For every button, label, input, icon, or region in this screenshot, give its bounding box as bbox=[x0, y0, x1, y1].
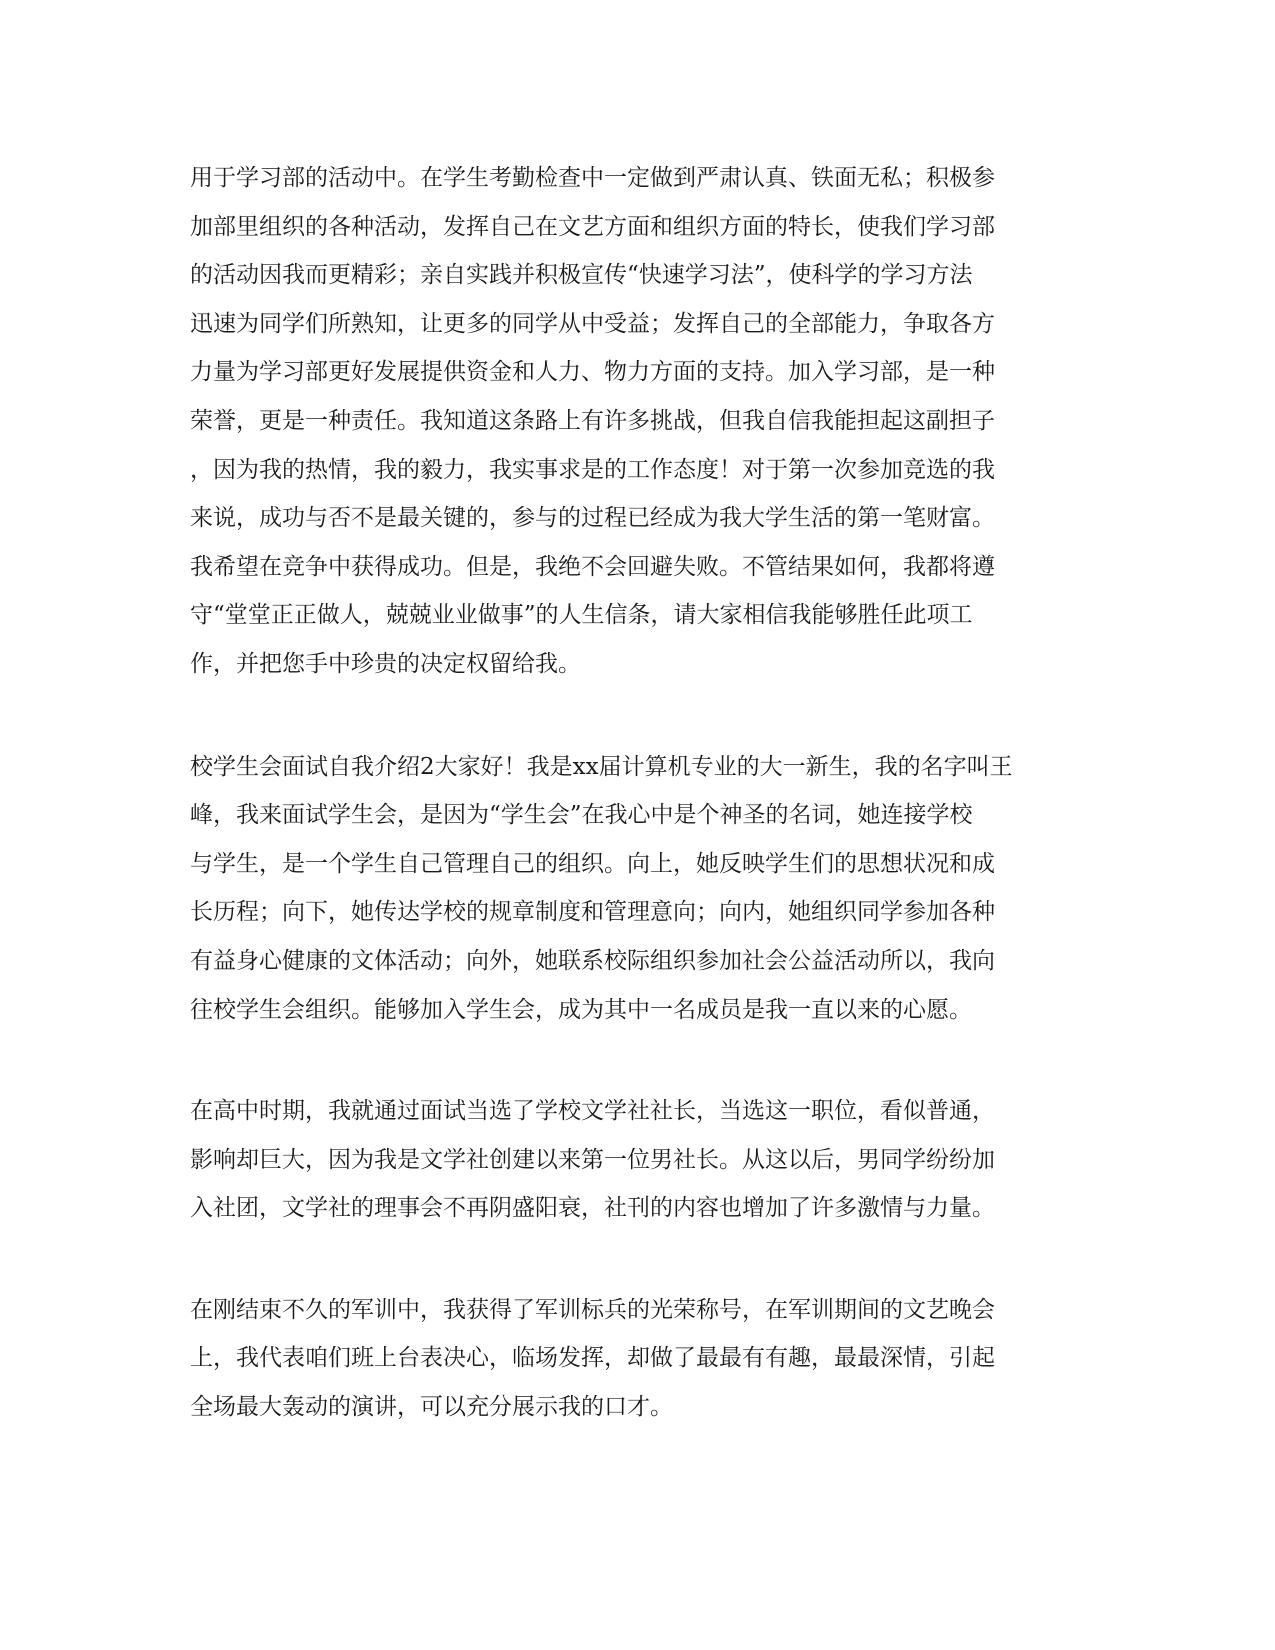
paragraph-literature-club bbox=[190, 1087, 1085, 1233]
text-line: 校学生会面试自我介绍2大家好！我是xx届计算机专业的大一新生，我的名字叫王 bbox=[190, 753, 1013, 780]
text-line: 用于学习部的活动中。在学生考勤检查中一定做到严肃认真、铁面无私；积极参 bbox=[190, 165, 995, 191]
text-line: 荣誉，更是一种责任。我知道这条路上有许多挑战，但我自信我能担起这副担子 bbox=[190, 407, 995, 434]
paragraph-spacer bbox=[190, 1034, 1085, 1087]
paragraph-spacer bbox=[190, 689, 1085, 743]
text-line: 峰，我来面试学生会，是因为“学生会”在我心中是个神圣的名词，她连接学校 bbox=[190, 802, 973, 829]
text-line: 往校学生会组织。能够加入学生会，成为其中一名成员是我一直以来的心愿。 bbox=[190, 996, 972, 1023]
paragraph-self-introduction bbox=[190, 743, 1085, 1035]
text-line: 作，并把您手中珍贵的决定权留给我。 bbox=[190, 650, 581, 677]
text-line: 迅速为同学们所熟知，让更多的同学从中受益；发挥自己的全部能力，争取各方 bbox=[190, 310, 995, 337]
text-line: 在刚结束不久的军训中，我获得了军训标兵的光荣称号，在军训期间的文艺晚会 bbox=[190, 1296, 995, 1323]
paragraph-spacer bbox=[190, 1233, 1085, 1286]
text-line: 来说，成功与否不是最关键的，参与的过程已经成为我大学生活的第一笔财富。 bbox=[190, 505, 995, 532]
text-line: 加部里组织的各种活动，发挥自己在文艺方面和组织方面的特长，使我们学习部 bbox=[190, 213, 995, 240]
text-line: 与学生，是一个学生自己管理自己的组织。向上，她反映学生们的思想状况和成 bbox=[190, 850, 995, 877]
text-line: ，因为我的热情，我的毅力，我实事求是的工作态度！对于第一次参加竞选的我 bbox=[190, 456, 995, 483]
paragraph-study-department bbox=[190, 154, 1085, 689]
text-line: 入社团，文学社的理事会不再阴盛阳衰，社刊的内容也增加了许多激情与力量。 bbox=[190, 1195, 995, 1222]
text-line: 有益身心健康的文体活动；向外，她联系校际组织参加社会公益活动所以，我向 bbox=[190, 947, 995, 974]
text-line: 在高中时期，我就通过面试当选了学校文学社社长，当选这一职位，看似普通， bbox=[190, 1098, 995, 1125]
text-line: 长历程；向下，她传达学校的规章制度和管理意向；向内，她组织同学参加各种 bbox=[190, 899, 995, 926]
document-body bbox=[190, 154, 1085, 1432]
text-line: 守“堂堂正正做人，兢兢业业做事”的人生信条，请大家相信我能够胜任此项工 bbox=[190, 602, 973, 629]
text-line: 上，我代表咱们班上台表决心，临场发挥，却做了最最有有趣，最最深情，引起 bbox=[190, 1345, 995, 1372]
text-line: 的活动因我而更精彩；亲自实践并积极宣传“快速学习法”，使科学的学习方法 bbox=[190, 262, 973, 289]
text-line: 全场最大轰动的演讲，可以充分展示我的口才。 bbox=[190, 1394, 673, 1421]
text-line: 我希望在竞争中获得成功。但是，我绝不会回避失败。不管结果如何，我都将遵 bbox=[190, 553, 995, 580]
text-line: 影响却巨大，因为我是文学社创建以来第一位男社长。从这以后，男同学纷纷加 bbox=[190, 1146, 995, 1173]
text-line: 力量为学习部更好发展提供资金和人力、物力方面的支持。加入学习部，是一种 bbox=[190, 359, 995, 386]
paragraph-military-training bbox=[190, 1286, 1085, 1432]
